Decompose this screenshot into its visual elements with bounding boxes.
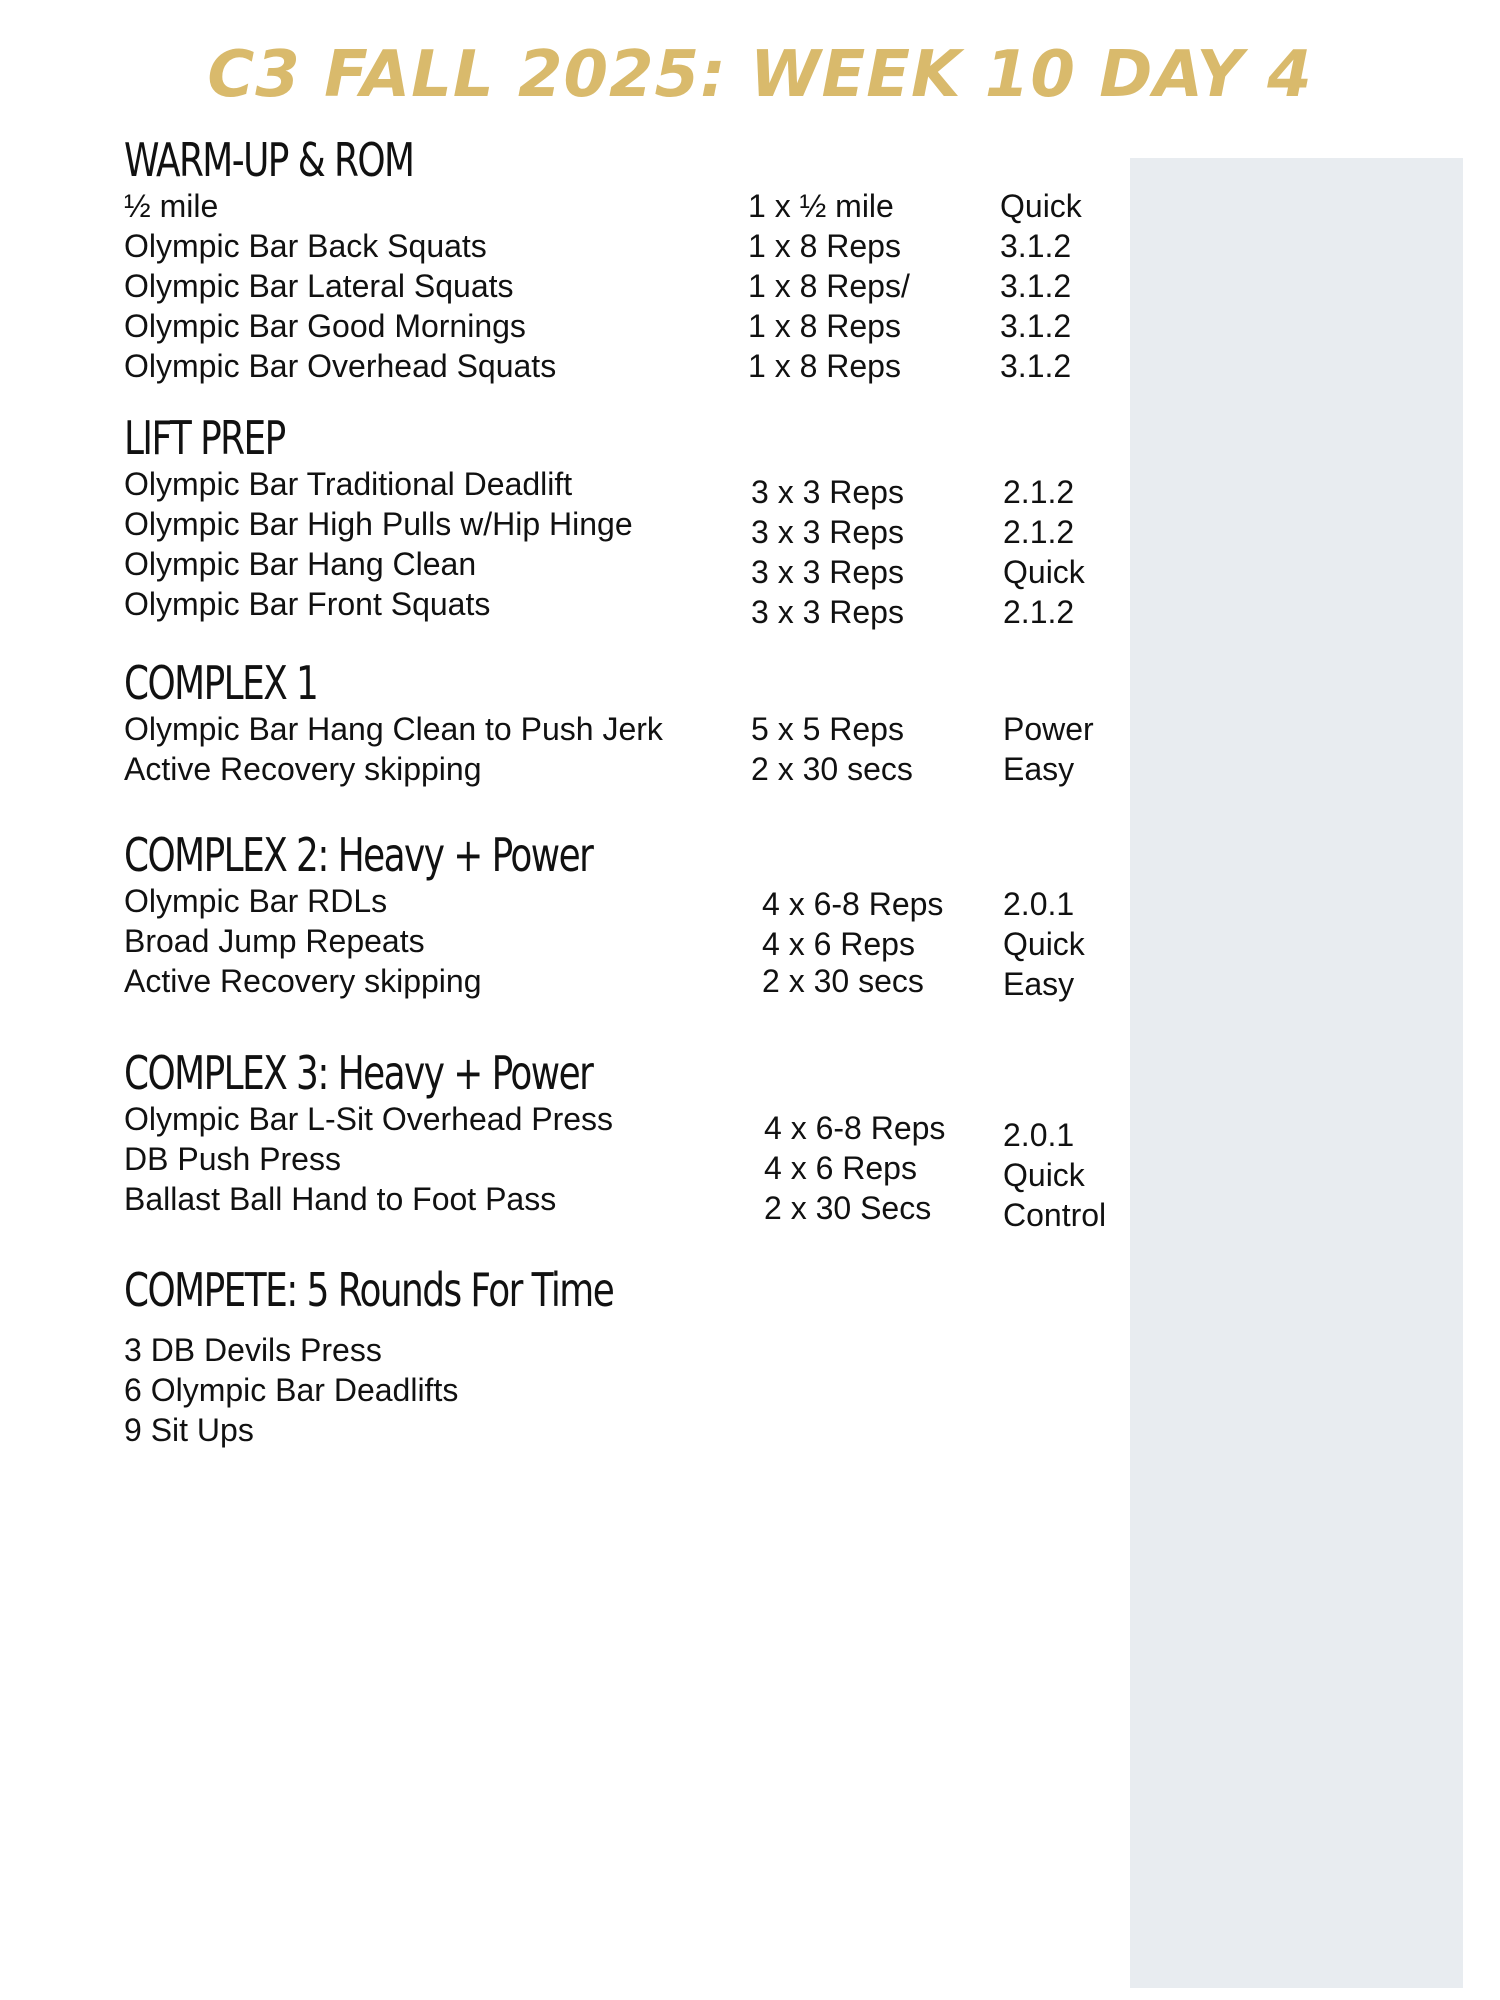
exercise-tempo: 3.1.2 — [1000, 228, 1072, 264]
exercise-dose: 1 x 8 Reps — [748, 348, 901, 384]
section-heading: COMPLEX 1 — [124, 656, 318, 710]
exercise-dose: 4 x 6-8 Reps — [764, 1110, 946, 1146]
compete-list — [124, 1330, 1124, 1450]
section-warmup — [124, 132, 1124, 384]
exercise-row — [124, 1141, 1124, 1193]
exercise-dose: 1 x 8 Reps — [748, 308, 901, 344]
exercise-dose: 2 x 30 Secs — [764, 1190, 932, 1226]
exercise-name: Active Recovery skipping — [124, 751, 482, 787]
exercise-name: DB Push Press — [124, 1141, 341, 1177]
exercise-row — [124, 268, 1124, 308]
exercise-dose: 1 x 8 Reps — [748, 228, 901, 264]
exercise-row — [124, 711, 1124, 751]
section-complex-3 — [124, 1045, 1124, 1233]
section-heading: COMPETE: 5 Rounds For Time — [124, 1263, 614, 1317]
exercise-name: Olympic Bar RDLs — [124, 883, 388, 919]
section-compete — [124, 1262, 1124, 1450]
exercise-name: Olympic Bar Lateral Squats — [124, 268, 514, 304]
exercise-name: Olympic Bar Overhead Squats — [124, 348, 557, 384]
section-heading: WARM-UP & ROM — [124, 133, 414, 187]
exercise-row — [124, 586, 1124, 630]
exercise-name: Olympic Bar Hang Clean to Push Jerk — [124, 711, 663, 747]
exercise-row — [124, 228, 1124, 268]
exercise-row — [124, 506, 1124, 550]
exercise-tempo: 2.1.2 — [1003, 474, 1075, 510]
exercise-row — [124, 963, 1124, 1003]
exercise-dose: 1 x 8 Reps/ — [748, 268, 910, 304]
exercise-tempo: Quick — [1003, 1157, 1085, 1193]
exercise-tempo: 3.1.2 — [1000, 308, 1072, 344]
exercise-name: Olympic Bar Good Mornings — [124, 308, 526, 344]
exercise-row — [124, 1181, 1124, 1233]
exercise-tempo: Easy — [1003, 751, 1075, 787]
exercise-row — [124, 348, 1124, 388]
exercise-name: Olympic Bar Front Squats — [124, 586, 491, 622]
exercise-row — [124, 466, 1124, 510]
exercise-row — [124, 188, 1124, 228]
exercise-tempo: 2.1.2 — [1003, 594, 1075, 630]
exercise-tempo: 2.0.1 — [1003, 1117, 1075, 1153]
compete-item: 3 DB Devils Press — [124, 1332, 382, 1368]
exercise-name: Active Recovery skipping — [124, 963, 482, 999]
section-complex-1 — [124, 655, 1124, 787]
exercise-dose: 5 x 5 Reps — [751, 711, 904, 747]
exercise-row — [124, 883, 1124, 923]
exercise-dose: 3 x 3 Reps — [751, 594, 904, 630]
exercise-tempo: Easy — [1003, 966, 1075, 1002]
exercise-dose: 4 x 6 Reps — [764, 1150, 917, 1186]
exercise-dose: 3 x 3 Reps — [751, 554, 904, 590]
exercise-row — [124, 546, 1124, 590]
page-title: C3 FALL 2025: WEEK 10 DAY 4 — [207, 38, 1313, 112]
section-complex-2 — [124, 827, 1124, 1002]
exercise-name: Olympic Bar Hang Clean — [124, 546, 477, 582]
exercise-tempo: 2.0.1 — [1003, 886, 1075, 922]
exercise-row — [124, 308, 1124, 348]
exercise-tempo: 3.1.2 — [1000, 268, 1072, 304]
section-heading: LIFT PREP — [124, 411, 285, 465]
exercise-tempo: Quick — [1003, 554, 1085, 590]
exercise-dose: 2 x 30 secs — [751, 751, 913, 787]
exercise-dose: 3 x 3 Reps — [751, 514, 904, 550]
section-lift-prep — [124, 410, 1124, 630]
compete-item: 6 Olympic Bar Deadlifts — [124, 1372, 459, 1408]
exercise-dose: 4 x 6-8 Reps — [762, 886, 944, 922]
exercise-dose: 1 x ½ mile — [748, 188, 894, 224]
exercise-name: Olympic Bar High Pulls w/Hip Hinge — [124, 506, 633, 542]
exercise-name: Ballast Ball Hand to Foot Pass — [124, 1181, 557, 1217]
exercise-name: Broad Jump Repeats — [124, 923, 425, 959]
exercise-dose: 2 x 30 secs — [762, 963, 924, 999]
exercise-row — [124, 923, 1124, 963]
exercise-tempo: Control — [1003, 1197, 1107, 1233]
section-heading: COMPLEX 2: Heavy + Power — [124, 828, 593, 882]
exercise-row — [124, 751, 1124, 791]
exercise-name: ½ mile — [124, 188, 219, 224]
exercise-name: Olympic Bar Traditional Deadlift — [124, 466, 573, 502]
exercise-tempo: Power — [1003, 711, 1094, 747]
exercise-name: Olympic Bar Back Squats — [124, 228, 487, 264]
exercise-tempo: Quick — [1000, 188, 1082, 224]
section-heading: COMPLEX 3: Heavy + Power — [124, 1046, 593, 1100]
notes-panel — [1130, 158, 1463, 1988]
exercise-dose: 4 x 6 Reps — [762, 926, 915, 962]
exercise-tempo: 3.1.2 — [1000, 348, 1072, 384]
exercise-tempo: Quick — [1003, 926, 1085, 962]
exercise-dose: 3 x 3 Reps — [751, 474, 904, 510]
exercise-name: Olympic Bar L-Sit Overhead Press — [124, 1101, 614, 1137]
exercise-row — [124, 1101, 1124, 1153]
compete-item: 9 Sit Ups — [124, 1412, 254, 1448]
exercise-tempo: 2.1.2 — [1003, 514, 1075, 550]
